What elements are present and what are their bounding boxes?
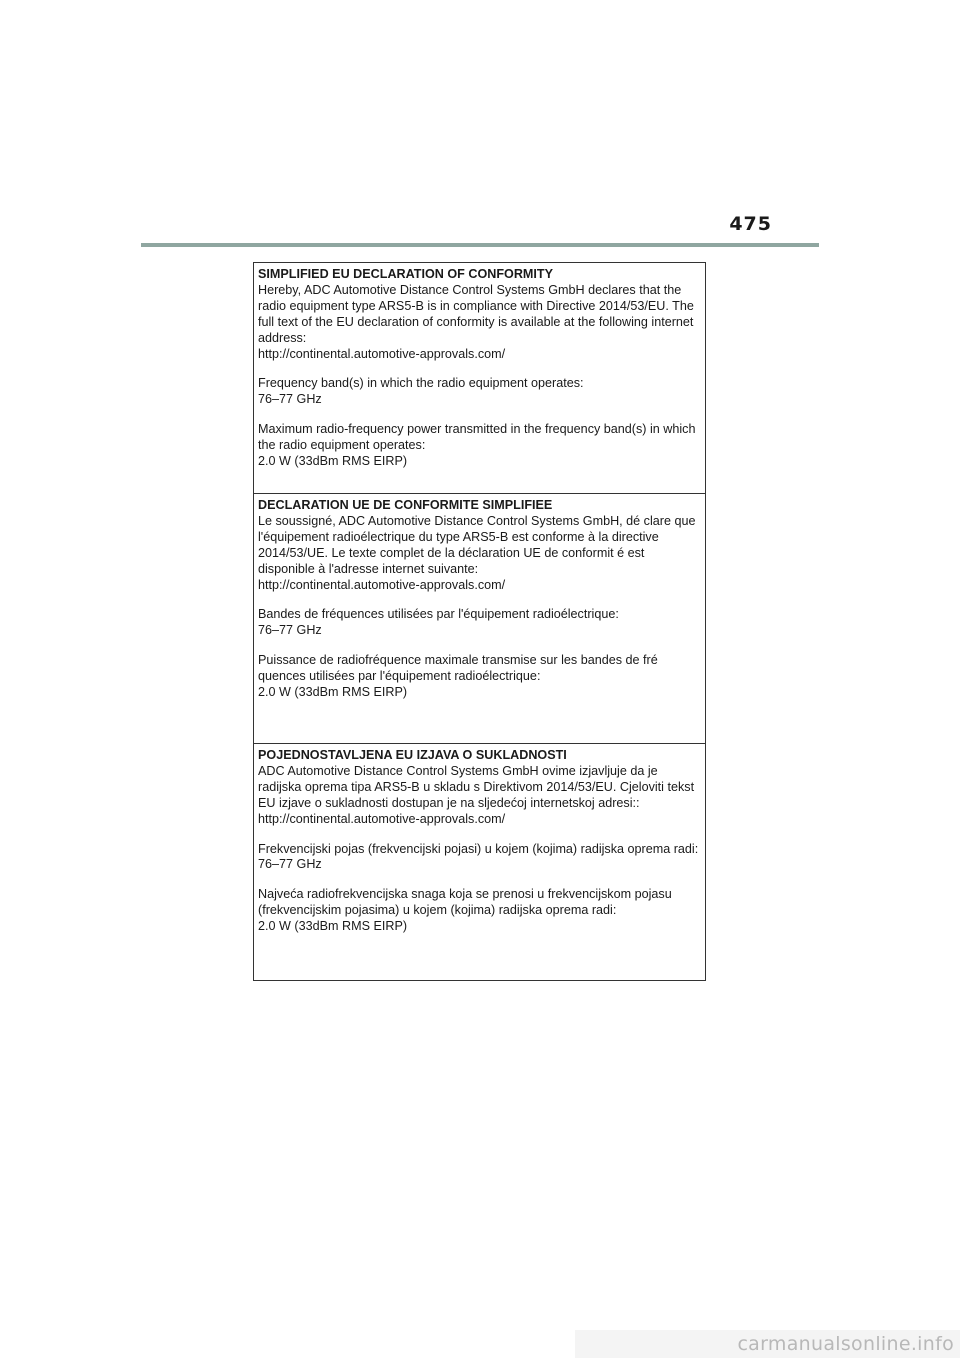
declaration-section-hr: [254, 743, 705, 980]
power-value-hr: 2.0 W (33dBm RMS EIRP): [258, 919, 408, 934]
page-number: 475: [729, 213, 772, 235]
frequency-text-hr: Frekvencijski pojas (frekvencijski pojasi) u kojem (kojima) radijska oprema radi: 76–77 GHz: [258, 841, 699, 872]
frequency-label-fr: Bandes de fréquences utilisées par l'équipement radioélectrique:: [258, 607, 619, 622]
frequency-value-fr: 76–77 GHz: [258, 623, 322, 638]
section-title-fr: DECLARATION UE DE CONFORMITE SIMPLIFIEE: [258, 498, 553, 512]
power-value-en: 2.0 W (33dBm RMS EIRP): [258, 454, 408, 469]
declaration-body-fr: Le soussigné, ADC Automotive Distance Control Systems GmbH, dé clare que l'équipement radioélectrique du type ARS5-B est conforme à la directive 2014/53/UE. Le texte complet de la déclaration UE de conformit é est disponible à l'adresse internet suivante:: [258, 513, 696, 576]
declaration-section-fr: [254, 493, 705, 743]
declaration-box: [253, 262, 706, 981]
section-title-en: SIMPLIFIED EU DECLARATION OF CONFORMITY: [258, 267, 554, 281]
header-rule: [141, 243, 819, 247]
power-label-fr: Puissance de radiofréquence maximale transmise sur les bandes de fré quences utilisées par l'équipement radioélectrique:: [258, 653, 658, 684]
declaration-body-en: Hereby, ADC Automotive Distance Control Systems GmbH declares that the radio equipment type ARS5-B is in compliance with Directive 2014/53/EU. The full text of the EU declaration of conformity is available at the following internet address:: [258, 282, 694, 345]
power-value-fr: 2.0 W (33dBm RMS EIRP): [258, 685, 408, 700]
power-label-hr: Najveća radiofrekvencijska snaga koja se prenosi u frekvencijskom pojasu (frekvencijskim pojasima) u kojem (kojima) radijska oprema radi:: [258, 887, 672, 918]
approval-url-en[interactable]: http://continental.automotive-approvals.com/: [258, 346, 506, 361]
approval-url-hr[interactable]: http://continental.automotive-approvals.com/: [258, 811, 506, 826]
frequency-value-en: 76–77 GHz: [258, 392, 322, 407]
declaration-body-hr: ADC Automotive Distance Control Systems GmbH ovime izjavljuje da je radijska oprema tipa ARS5-B u skladu s Direktivom 2014/53/EU. Cjeloviti tekst EU izjave o sukladnosti dostupan je na sljedećoj internetskoj adresi::: [258, 763, 695, 810]
declaration-section-en: [254, 263, 705, 493]
watermark: carmanualsonline.info: [575, 1330, 960, 1358]
approval-url-fr[interactable]: http://continental.automotive-approvals.com/: [258, 577, 506, 592]
power-label-en: Maximum radio-frequency power transmitted in the frequency band(s) in which the radio equipment operates:: [258, 422, 696, 453]
section-title-hr: POJEDNOSTAVLJENA EU IZJAVA O SUKLADNOSTI: [258, 748, 567, 762]
frequency-label-en: Frequency band(s) in which the radio equipment operates:: [258, 376, 584, 391]
